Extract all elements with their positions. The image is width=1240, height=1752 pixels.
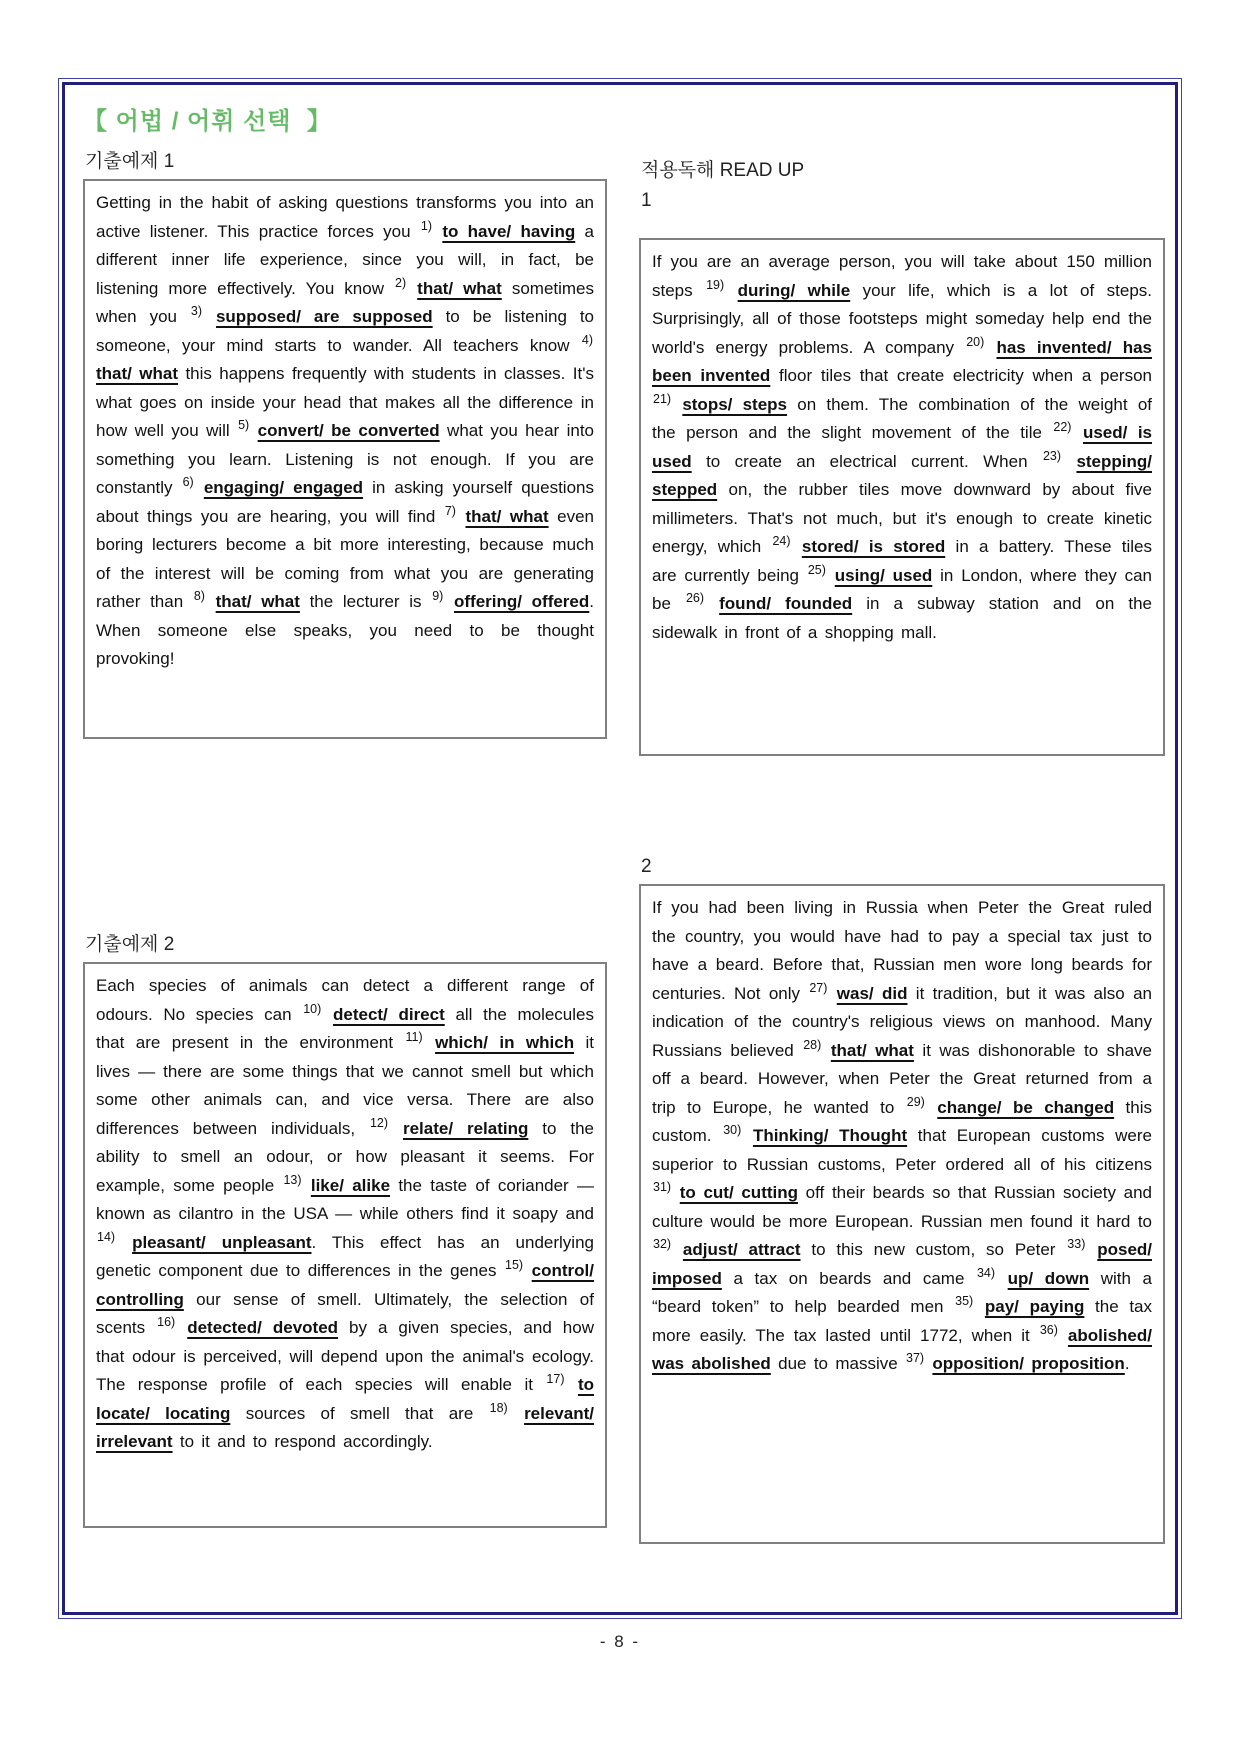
choice-pair: that/ what — [417, 278, 502, 298]
choice-number: 33) — [1067, 1237, 1086, 1251]
choice-pair: adjust/ attract — [682, 1240, 801, 1259]
choice-number: 35) — [955, 1294, 974, 1308]
choice-pair: during/ while — [737, 280, 851, 300]
choice-number: 30) — [723, 1123, 742, 1137]
choice-number: 6) — [182, 475, 194, 489]
choice-pair: has invented/ has been invented — [652, 337, 1152, 385]
choice-pair: change/ be changed — [937, 1097, 1115, 1117]
choice-number: 1) — [420, 218, 432, 233]
choice-pair: to locate/ locating — [96, 1375, 594, 1423]
choice-number: 13) — [283, 1172, 302, 1187]
choice-pair: control/ controlling — [96, 1261, 595, 1309]
choice-number: 17) — [546, 1372, 565, 1386]
passage-box-example-1 — [83, 179, 607, 739]
page-border-inner — [62, 82, 1178, 1615]
choice-pair: that/ what — [830, 1040, 914, 1060]
choice-pair: detect/ direct — [332, 1004, 445, 1024]
choice-pair: opposition/ proposition — [932, 1354, 1125, 1373]
choice-number: 9) — [432, 589, 444, 603]
choice-number: 15) — [505, 1258, 524, 1272]
passage-box-readup-1 — [639, 238, 1165, 756]
choice-pair: up/ down — [1007, 1268, 1090, 1288]
choice-number: 10) — [303, 1001, 322, 1016]
choice-pair: was/ did — [836, 983, 908, 1003]
choice-number: 37) — [906, 1351, 925, 1365]
section-title: 【 어법 / 어휘 선택 】 — [83, 108, 332, 135]
left-column — [83, 99, 607, 1528]
choice-pair: pleasant/ unpleasant — [132, 1232, 312, 1252]
choice-pair: relate/ relating — [402, 1118, 529, 1138]
choice-pair: pay/ paying — [984, 1297, 1085, 1316]
choice-number: 14) — [97, 1229, 116, 1244]
passage-readup-1-text: If you are an average person, you will take about 150 million steps $^{19)}$ during/ while your life, which is a lot of steps. Surprisingly, all of those footsteps might someday help end the world's energy problems. A company $^{20)}$ has invented/ has been invented floor tiles that create electricity when a person $^{21)}$ stops/ steps on them. The combination of the weight of the person and the slight movement of the tile $^{22)}$ used/ is used to create an electrical current. When $^{23)}$ stepping/ stepped on, the rubber tiles move downward by about five millimeters. That's not much, but it's enough to create kinetic energy, which $^{24)}$ stored/ is stored in a battery. These tiles are currently being $^{25)}$ using/ used in London, where they can be $^{26)}$ found/ founded in a subway station and on the sidewalk in front of a shopping mall. — [652, 252, 1153, 642]
choice-pair: engaging/ engaged — [203, 478, 364, 497]
choice-number: 12) — [369, 1115, 389, 1130]
choice-pair: supposed/ are supposed — [215, 307, 433, 326]
readup-item-1-label: 1 — [641, 190, 652, 211]
page-number: - 8 - — [599, 1632, 641, 1651]
choice-pair: that/ what — [96, 364, 179, 383]
readup-item-2-label: 2 — [641, 856, 652, 877]
choice-number: 11) — [405, 1030, 423, 1044]
passage-readup-2-text: If you had been living in Russia when Peter the Great ruled the country, you would have had to pay a special tax just to have a beard. Before that, Russian men wore long beards for centuries. Not only $^{27)}$ was/ did it tradition, but it was also an indication of the country's religious views on manhood. Many Russians believed $^{28)}$ that/ what it was dishonorable to shave off a beard. However, when Peter the Great returned from a trip to Europe, he wanted to $^{29)}$ change/ be changed this custom. $^{30)}$ Thinking/ Thought that European customs were superior to Russian customs, Peter ordered all of his citizens $^{31)}$ to cut/ cutting off their beards so that Russian society and culture would be more European. Russian men found it hard to $^{32)}$ adjust/ attract to this new custom, so Peter $^{33)}$ posed/ imposed a tax on beards and came $^{34)}$ up/ down with a “beard token” to help bearded men $^{35)}$ pay/ paying the tax more easily. The tax lasted until 1772, when it $^{36)}$ abolished/ was abolished due to massive $^{37)}$ opposition/ proposition. — [652, 898, 1153, 1373]
choice-number: 29) — [906, 1094, 925, 1109]
choice-number: 27) — [809, 980, 828, 995]
choice-number: 24) — [772, 534, 791, 548]
choice-number: 21) — [653, 391, 672, 406]
passage-box-readup-2 — [639, 884, 1165, 1544]
choice-number: 23) — [1042, 448, 1062, 463]
example-1-label: 기출예제 1 — [85, 151, 175, 172]
choice-pair: used/ is used — [652, 423, 1152, 471]
choice-number: 7) — [444, 503, 456, 518]
choice-pair: using/ used — [834, 565, 933, 585]
choice-number: 5) — [238, 418, 250, 432]
choice-pair: which/ in which — [435, 1033, 575, 1052]
choice-number: 22) — [1053, 420, 1072, 434]
choice-pair: stepping/ stepped — [652, 451, 1152, 499]
choice-pair: that/ what — [465, 506, 549, 526]
example-2-label: 기출예제 2 — [85, 934, 175, 955]
choice-number: 36) — [1039, 1322, 1058, 1337]
choice-pair: that/ what — [215, 592, 300, 611]
choice-pair: posed/ imposed — [652, 1240, 1153, 1288]
choice-pair: convert/ be converted — [257, 421, 440, 440]
choice-pair: to cut/ cutting — [679, 1183, 799, 1202]
choice-pair: stops/ steps — [682, 394, 788, 414]
choice-number: 4) — [581, 332, 593, 347]
choice-number: 20) — [966, 334, 985, 349]
choice-number: 3) — [190, 304, 203, 318]
choice-number: 28) — [803, 1037, 822, 1052]
choice-number: 2) — [395, 275, 407, 290]
passage-example-1-text: Getting in the habit of asking questions transforms you into an active listener. This practice forces you $^{1)}$ to have/ having a different inner life experience, since you will, in fact, be listening more effectively. You know $^{2)}$ that/ what sometimes when you $^{3)}$ supposed/ are supposed to be listening to someone, your mind starts to wander. All teachers know $^{4)}$ that/ what this happens frequently with students in classes. It's what goes on inside your head that makes all the difference in how well you will $^{5)}$ convert/ be converted what you hear into something you learn. Listening is not enough. If you are constantly $^{6)}$ engaging/ engaged in asking yourself questions about things you are hearing, you will find $^{7)}$ that/ what even boring lecturers become a bit more interesting, because much of the interest will be coming from what you are generating rather than $^{8)}$ that/ what the lecturer is $^{9)}$ offering/ offered. When someone else speaks, you need to be thought provoking! — [96, 193, 595, 668]
choice-number: 8) — [193, 589, 205, 603]
choice-pair: relevant/ irrelevant — [96, 1403, 594, 1451]
choice-pair: found/ founded — [719, 594, 853, 613]
choice-number: 16) — [157, 1315, 176, 1329]
choice-number: 19) — [706, 277, 725, 292]
choice-pair: stored/ is stored — [801, 537, 946, 556]
content-columns — [83, 99, 1161, 1544]
readup-section-label: 적용독해 READ UP — [641, 160, 805, 181]
choice-pair: Thinking/ Thought — [752, 1126, 908, 1145]
choice-pair: detected/ devoted — [187, 1318, 339, 1337]
choice-number: 32) — [653, 1237, 672, 1251]
right-column — [639, 99, 1165, 1544]
choice-number: 26) — [685, 591, 705, 605]
passage-example-2-text: Each species of animals can detect a different range of odours. No species can $^{10)}$ detect/ direct all the molecules that are present in the environment $^{11)}$ which/ in which it lives — there are some things that we cannot smell but which some other animals can, and vice versa. There are also differences between individuals, $^{12)}$ relate/ relating to the ability to smell an odour, or how pleasant it seems. For example, some people $^{13)}$ like/ alike the taste of coriander — known as cilantro in the USA — while others find it soapy and $^{14)}$ pleasant/ unpleasant. This effect has an underlying genetic component due to differences in the genes $^{15)}$ control/ controlling our sense of smell. Ultimately, the selection of scents $^{16)}$ detected/ devoted by a given species, and how that odour is perceived, will depend upon the animal's ecology. The response profile of each species will enable it $^{17)}$ to locate/ locating sources of smell that are $^{18)}$ relevant/ irrelevant to it and to respond accordingly. — [96, 976, 595, 1451]
passage-box-example-2 — [83, 962, 607, 1528]
choice-pair: to have/ having — [442, 221, 576, 241]
choice-pair: like/ alike — [310, 1175, 391, 1195]
choice-number: 34) — [976, 1265, 996, 1280]
choice-pair: abolished/ was abolished — [652, 1325, 1152, 1373]
choice-number: 31) — [653, 1180, 672, 1194]
choice-number: 25) — [807, 562, 826, 577]
choice-pair: offering/ offered — [453, 592, 590, 611]
choice-number: 18) — [489, 1400, 508, 1415]
page-border-frame — [58, 78, 1182, 1619]
